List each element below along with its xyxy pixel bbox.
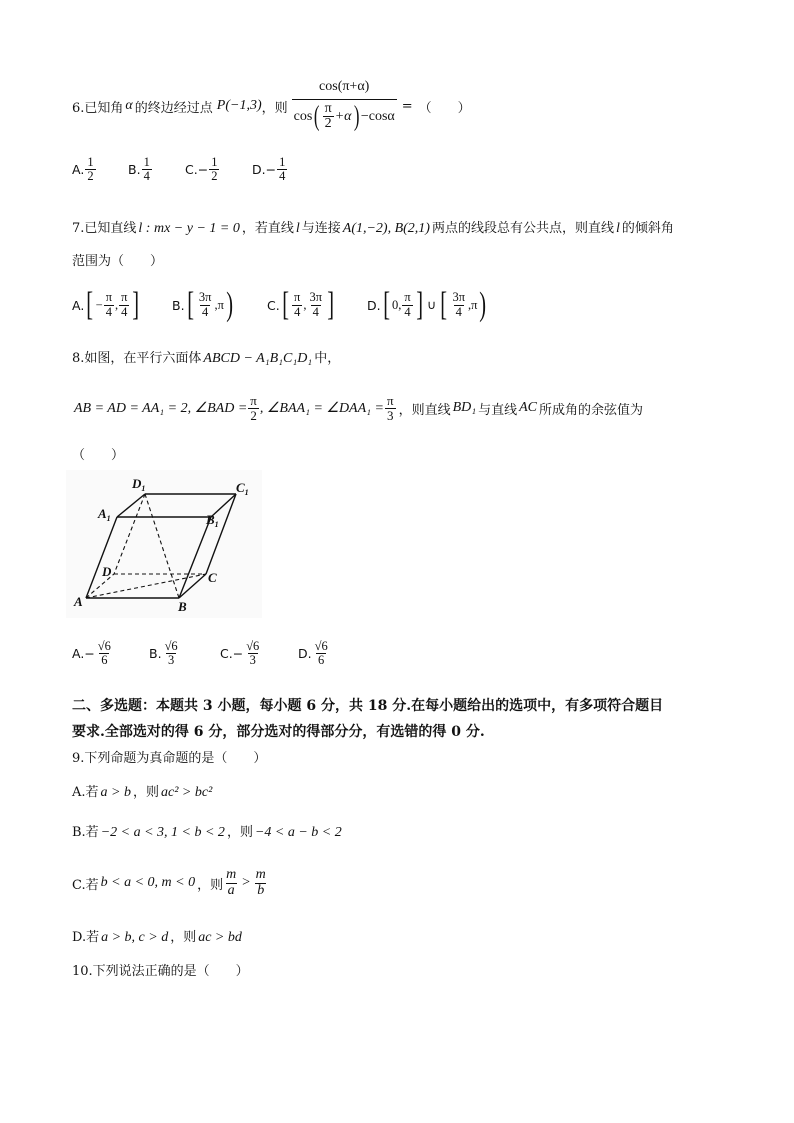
label-b1: $B_1$ [206,512,219,529]
q8-solid: ABCD − A₁B₁C₁D₁ [203,351,313,366]
q8-cond-b: , ∠BAA₁ = ∠DAA₁ = [259,400,384,416]
q8-frac-pi2: $\frac{\pi}{2}$ [250,392,257,423]
q8-options [72,640,331,667]
q6-den-plus-alpha: +α [334,108,352,124]
edge-a1-d1 [117,494,145,517]
q6-option-a: A. $\frac{1}{2}$ [72,155,94,184]
q8-option-c: C. − $\frac{√6}{3}$ [220,639,260,668]
label-d1: $D_1$ [132,476,146,493]
edge-c1-c [206,494,236,574]
q6-den-two: 2 [324,116,332,132]
q6-den-pi: π [324,100,332,116]
q8-paren: （ ） [72,448,125,463]
label-c1: $C_1$ [236,480,249,497]
q8-line2: AB = AD = AA₁ = 2, ∠BAD = $\frac{\pi}{2}$ , ∠BAA₁ = ∠DAA₁ = $\frac{\pi}{3}$ ，则直线 BD₁ 与直线 AC 所成角的余弦值为 [74,392,644,423]
q6-paren: （ ） [418,100,471,116]
q10-stem: 10.下列说法正确的是（ ） [72,964,249,979]
q9-option-a: A.若 a > b ，则 ac² > bc² [72,785,213,800]
label-a: A [74,594,83,609]
q6-den-right: −cosα [360,108,395,124]
q6-den-rparen: ) [353,101,359,133]
q6-option-d: D. − $\frac{1}{4}$ [252,155,286,184]
label-c: C [208,570,217,585]
q9-stem: 9.下列命题为真命题的是（ ） [72,751,267,766]
q7-line2: 范围为（ ） [72,254,164,269]
q6-mid: 的终边经过点 [134,100,213,116]
q8-bd1: BD₁ [452,400,477,415]
q6-point: P(−1,3) [216,98,262,113]
q6-alpha: α [125,98,133,113]
q6-denominator [292,99,397,132]
q9-option-d: D.若 a > b, c > d ，则 ac > bd [72,930,242,945]
q9-option-c: C.若 b < a < 0, m < 0 ，则 $\frac{m}{a}$ > $\frac{m}{b}$ [72,866,266,898]
q6-options [72,156,288,183]
q6-main-fraction [292,80,397,132]
q7-option-a: A. [ − $\frac{\pi}{4}$ , $\frac{\pi}{4}$ ] [72,285,140,323]
q8-option-d: D. $\frac{√6}{6}$ [298,639,328,668]
q7-option-b: B. [ $\frac{3\pi}{4}$ ,π ) [172,285,233,323]
q7-points: A(1,−2), B(2,1) [342,221,430,236]
label-a1: $A_1$ [98,506,111,523]
q7-options [72,284,489,326]
q8-cond-a: AB = AD = AA₁ = 2, ∠BAD = [74,400,248,416]
edge-b1-b [179,517,211,598]
q6-stem [72,74,471,138]
parallelepiped-diagram [66,470,262,618]
q6-den-frac [323,102,334,132]
q8-option-a: A. − $\frac{√6}{6}$ [72,639,111,668]
q6-den-lparen: ( [314,101,320,133]
edge-a1-a [86,517,117,598]
q8-ac: AC [519,400,538,415]
label-d: D [102,564,112,579]
q7-option-d: D. [ 0, $\frac{\pi}{4}$ ] ∪ [ $\frac{3\pi}{4}$ ,π ) [367,285,487,323]
q6-option-b: B. $\frac{1}{4}$ [128,155,150,184]
q8-figure [66,470,262,618]
q6-prefix: 6.已知角 [72,100,124,116]
label-b: B [178,599,187,614]
q6-then: ，则 [261,100,288,116]
q7-option-c: C. [ $\frac{\pi}{4}$ , $\frac{3\pi}{4}$ ] [267,285,335,323]
q6-den-cos: cos [293,108,313,124]
q7-line1: 7.已知直线 l : mx − y − 1 = 0 ，若直线 l 与连接 A(1,−2), B(2,1) 两点的线段总有公共点，则直线 l 的倾斜角 [72,221,674,236]
section2-line2: 要求.全部选对的得 6 分，部分选对的得部分分，有选错的得 0 分. [72,724,485,740]
q7-line-eq: l : mx − y − 1 = 0 [138,221,240,236]
q8-line1: 8.如图，在平行六面体 ABCD − A₁B₁C₁D₁ 中， [72,351,341,366]
section2-line1: 二、多选题：本题共 3 小题，每小题 6 分，共 18 分.在每小题给出的选项中，有多项符合题目 [72,698,664,714]
q8-frac-pi3: $\frac{\pi}{3}$ [386,392,394,423]
q9-option-b: B.若 −2 < a < 3, 1 < b < 2 ，则 −4 < a − b < 2 [72,825,342,840]
q8-option-b: B. $\frac{√6}{3}$ [149,639,178,668]
q6-option-c: C. − $\frac{1}{2}$ [185,155,218,184]
q6-eq: = [401,98,413,114]
q6-numerator: cos(π+α) [319,78,370,94]
